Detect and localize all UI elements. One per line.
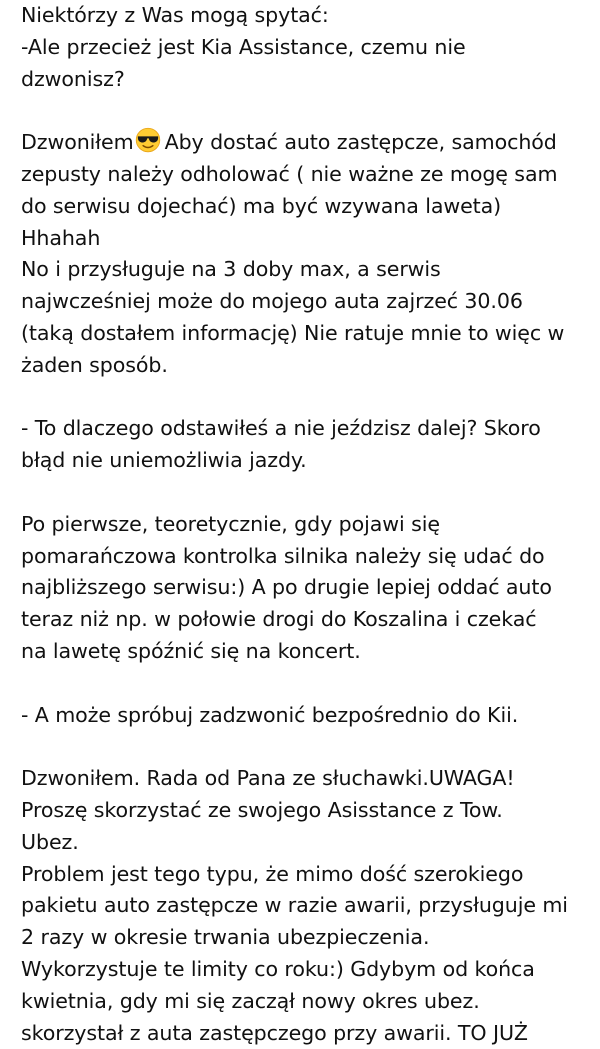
paragraph [21,413,591,477]
text-line: Wykorzystuje te limity co roku:) Gdybym od końca [21,954,591,986]
text-line: Niektórzy z Was mogą spytać: [21,0,591,32]
text-line: Ubez. [21,827,591,859]
paragraph [21,0,591,95]
text-fragment: Aby dostać auto zastępcze, samochód [165,130,557,154]
text-line: 2 razy w okresie trwania ubezpieczenia. [21,922,591,954]
paragraph-gap [21,668,591,700]
paragraph-gap [21,477,591,509]
text-line: Hhahah [21,223,591,255]
paragraph [21,127,591,381]
text-line: najbliższego serwisu:) A po drugie lepiej oddać auto [21,572,591,604]
text-fragment: Dzwoniłem [21,130,134,154]
text-line: skorzystał z auta zastępczego przy awarii. TO JUŻ [21,1018,591,1049]
text-line: błąd nie uniemożliwia jazdy. [21,445,591,477]
text-line: pomarańczowa kontrolka silnika należy się udać do [21,541,591,573]
text-line: teraz niż np. w połowie drogi do Koszalina i czekać [21,604,591,636]
paragraph [21,700,591,732]
text-line [21,127,591,159]
text-line: na lawetę spóźnić się na koncert. [21,636,591,668]
paragraph-gap [21,731,591,763]
paragraph-gap [21,382,591,414]
text-line: najwcześniej może do mojego auta zajrzeć 30.06 [21,286,591,318]
text-line: do serwisu dojechać) ma być wzywana laweta) [21,191,591,223]
text-line: Problem jest tego typu, że mimo dość szerokiego [21,859,591,891]
text-line: (taką dostałem informację) Nie ratuje mnie to więc w [21,318,591,350]
text-line: Po pierwsze, teoretycznie, gdy pojawi się [21,509,591,541]
text-line: kwietnia, gdy mi się zaczął nowy okres ubez. [21,986,591,1018]
paragraph-gap [21,95,591,127]
smiling-face-with-sunglasses-icon [135,127,161,153]
text-line: - A może spróbuj zadzwonić bezpośrednio do Kii. [21,700,591,732]
paragraph [21,509,591,668]
text-line: zepusty należy odholować ( nie ważne ze mogę sam [21,159,591,191]
text-line: pakietu auto zastępcze w razie awarii, przysługuje mi [21,890,591,922]
paragraph [21,763,591,1049]
text-line: Proszę skorzystać ze swojego Asisstance z Tow. [21,795,591,827]
text-line: żaden sposób. [21,350,591,382]
text-line: Dzwoniłem. Rada od Pana ze słuchawki.UWAGA! [21,763,591,795]
text-line: - To dlaczego odstawiłeś a nie jeździsz dalej? Skoro [21,413,591,445]
text-line: No i przysługuje na 3 doby max, a serwis [21,254,591,286]
post-text [21,0,591,1049]
text-line: dzwonisz? [21,64,591,96]
text-line: -Ale przecież jest Kia Assistance, czemu nie [21,32,591,64]
